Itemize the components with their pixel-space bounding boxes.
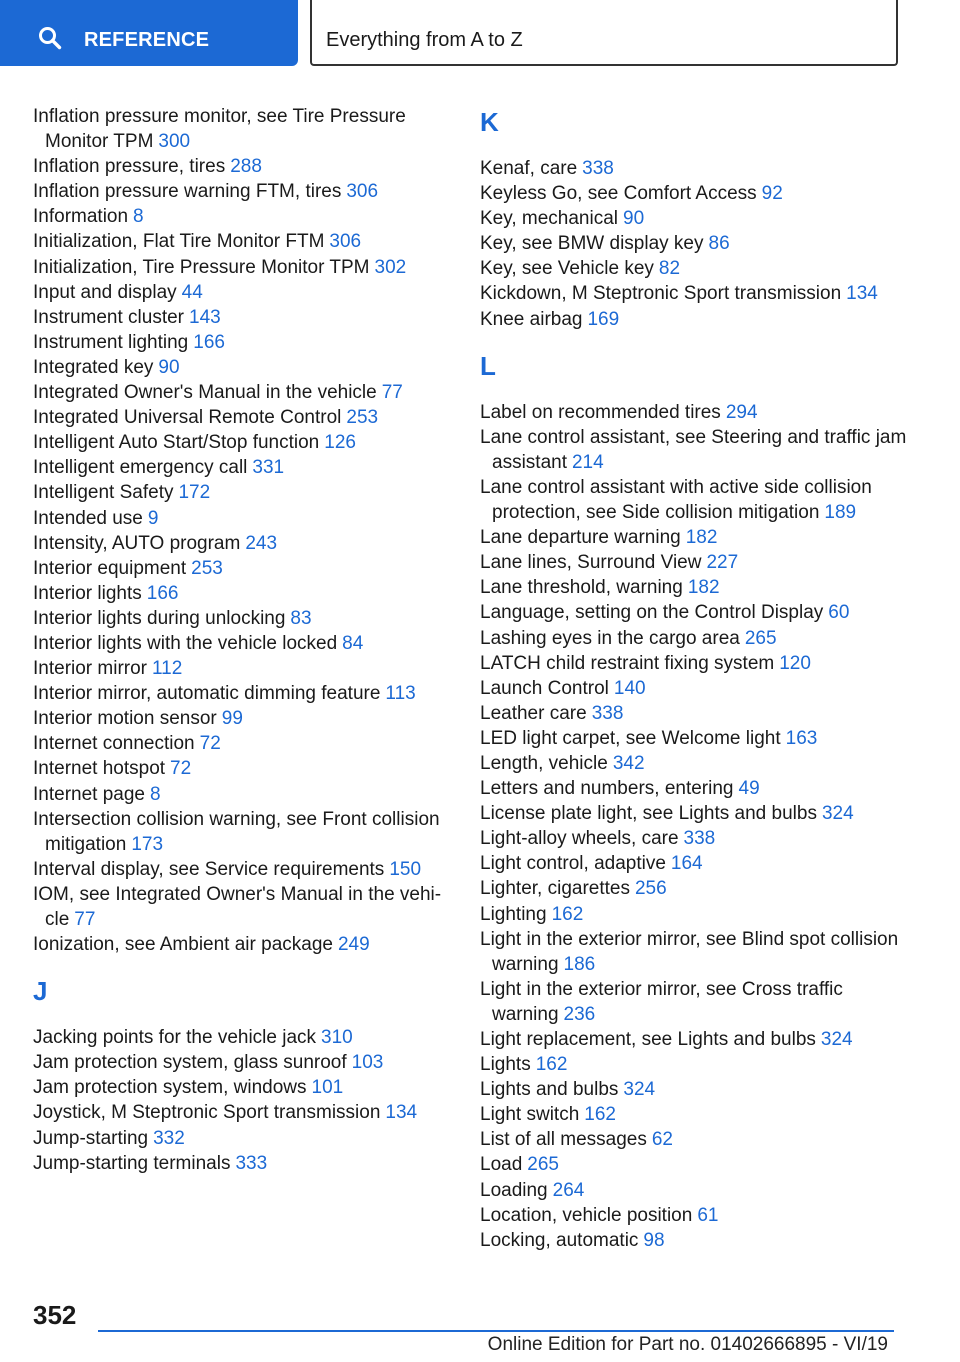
index-entry-text: Interval display, see Service requirements xyxy=(33,858,385,880)
page-reference-link[interactable]: 60 xyxy=(828,602,850,624)
page-reference-link[interactable]: 113 xyxy=(385,683,416,705)
index-entry-text: Initialization, Flat Tire Monitor FTM xyxy=(33,231,325,253)
index-entry-text: Initialization, Tire Pressure Monitor TPM xyxy=(33,256,370,278)
section-label: REFERENCE xyxy=(84,29,210,51)
page-reference-link[interactable]: 9 xyxy=(147,507,159,529)
index-entry-text: Jam protection system, glass sunroof xyxy=(33,1052,347,1074)
page-reference-link[interactable]: 99 xyxy=(221,708,243,730)
edition-note: Online Edition for Part no. 01402666895 - VI/19 xyxy=(487,1334,888,1355)
page-reference-link[interactable]: 169 xyxy=(587,308,620,330)
index-entry-text: Leather care xyxy=(480,702,587,724)
index-entry-text: Instrument lighting xyxy=(33,331,189,353)
index-entry xyxy=(480,927,910,977)
index-entry xyxy=(480,676,910,701)
index-entry xyxy=(33,1126,453,1151)
index-entry-text: License plate light, see Lights and bulbs xyxy=(480,803,817,825)
index-entry-text: Intelligent emergency call xyxy=(33,457,248,479)
index-entry-text: Letters and numbers, entering xyxy=(480,778,734,800)
index-entry-text: Information xyxy=(33,206,129,228)
page-reference-link[interactable]: 86 xyxy=(708,233,730,255)
index-column-right xyxy=(480,104,910,1253)
search-icon xyxy=(38,26,62,50)
index-entry xyxy=(33,656,453,681)
index-entry-text: Joystick, M Steptronic Sport transmission xyxy=(33,1102,381,1124)
index-entry-text: Integrated Universal Remote Control xyxy=(33,407,342,429)
index-entry-text: Integrated Owner's Manual in the vehicle xyxy=(33,382,377,404)
index-entry xyxy=(480,1077,910,1102)
page-reference-link[interactable]: 306 xyxy=(346,181,379,203)
page-reference-link[interactable]: 61 xyxy=(697,1204,719,1226)
page-reference-link[interactable]: 134 xyxy=(846,283,878,305)
page-reference-link[interactable]: 172 xyxy=(178,482,211,504)
index-entry-text: Intelligent Safety xyxy=(33,482,174,504)
index-entry xyxy=(480,1228,910,1253)
index-entry xyxy=(480,575,910,600)
index-entry-text: Jump-starting terminals xyxy=(33,1152,231,1174)
page-reference-link[interactable]: 243 xyxy=(245,532,278,554)
page-reference-link[interactable]: 253 xyxy=(346,407,379,429)
page-reference-link[interactable]: 72 xyxy=(170,758,192,780)
index-entry xyxy=(480,425,910,475)
page-header xyxy=(0,0,896,66)
page-reference-link[interactable]: 162 xyxy=(584,1104,616,1126)
page-reference-link[interactable]: 256 xyxy=(634,878,667,900)
page-reference-link[interactable]: 83 xyxy=(290,607,312,629)
index-entry xyxy=(33,857,453,882)
page-reference-link[interactable]: 98 xyxy=(643,1229,665,1251)
index-entry xyxy=(480,826,910,851)
page-reference-link[interactable]: 189 xyxy=(824,502,857,524)
page-reference-link[interactable]: 306 xyxy=(329,231,362,253)
index-entry-text: Lane control assistant, see Steering and traffic jam assistant xyxy=(480,426,907,473)
page-reference-link[interactable]: 112 xyxy=(152,658,183,680)
index-entry-text: Lane threshold, warning xyxy=(480,577,683,599)
index-group-k xyxy=(480,156,910,332)
index-entry-text: Keyless Go, see Comfort Access xyxy=(480,183,757,205)
index-entry-text: Lights and bulbs xyxy=(480,1079,619,1101)
page-reference-link[interactable]: 103 xyxy=(351,1052,384,1074)
index-entry-text: Light switch xyxy=(480,1104,580,1126)
index-entry-text: Jam protection system, windows xyxy=(33,1077,307,1099)
page-reference-link[interactable]: 236 xyxy=(563,1003,596,1025)
index-entry-text: Inflation pressure, tires xyxy=(33,156,226,178)
page-reference-link[interactable]: 302 xyxy=(374,256,407,278)
page-reference-link[interactable]: 294 xyxy=(725,401,758,423)
index-entry xyxy=(480,1102,910,1127)
index-entry xyxy=(33,556,453,581)
page-reference-link[interactable]: 163 xyxy=(785,727,818,749)
index-group-l xyxy=(480,400,910,1253)
index-entry xyxy=(480,1127,910,1152)
index-entry-text: Knee airbag xyxy=(480,308,583,330)
index-entry xyxy=(480,231,910,256)
page-reference-link[interactable]: 182 xyxy=(685,527,718,549)
chapter-title: Everything from A to Z xyxy=(326,29,523,51)
index-entry xyxy=(33,179,453,204)
index-entry-text: Kenaf, care xyxy=(480,158,578,179)
index-entry xyxy=(480,281,910,306)
index-entry xyxy=(33,255,453,280)
index-entry xyxy=(480,726,910,751)
index-entry-text: Inflation pressure monitor, see Tire Pressure Monitor TPM xyxy=(33,106,406,153)
index-entry-text: Intended use xyxy=(33,507,143,529)
page-reference-link[interactable]: 300 xyxy=(158,131,191,153)
page-reference-link[interactable]: 126 xyxy=(324,432,356,454)
index-entry-text: Key, see BMW display key xyxy=(480,233,704,255)
page-reference-link[interactable]: 324 xyxy=(623,1079,656,1101)
index-entry xyxy=(33,1151,453,1176)
index-entry-text: Internet page xyxy=(33,783,145,805)
index-entry xyxy=(480,651,910,676)
page-reference-link[interactable]: 324 xyxy=(820,1029,853,1050)
page-reference-link[interactable]: 77 xyxy=(74,909,96,930)
page-reference-link[interactable]: 62 xyxy=(651,1129,673,1151)
page-reference-link[interactable]: 249 xyxy=(337,934,370,956)
index-entry-text: LED light carpet, see Welcome light xyxy=(480,727,781,749)
page-reference-link[interactable]: 288 xyxy=(230,156,262,178)
index-entry xyxy=(33,731,453,756)
index-entry xyxy=(33,405,453,430)
index-group-j xyxy=(33,1025,453,1176)
index-entry-text: Length, vehicle xyxy=(480,752,608,774)
index-entry-text: Interior lights during unlocking xyxy=(33,607,286,629)
index-entry-text: Lane control assistant with active side collision protection, see Side collision mitigation xyxy=(480,476,872,524)
page-reference-link[interactable]: 342 xyxy=(612,752,645,774)
page-reference-link[interactable]: 265 xyxy=(527,1154,559,1176)
index-entry-text: Internet hotspot xyxy=(33,758,166,780)
page-reference-link[interactable]: 166 xyxy=(146,582,179,604)
index-entry-text: Input and display xyxy=(33,281,177,303)
index-entry xyxy=(33,430,453,455)
index-group-i xyxy=(33,104,453,957)
index-entry xyxy=(33,807,453,857)
index-entry xyxy=(480,156,910,181)
page-reference-link[interactable]: 90 xyxy=(623,208,645,230)
index-entry-text: Lane lines, Surround View xyxy=(480,552,702,574)
index-entry xyxy=(33,581,453,606)
reference-tab[interactable] xyxy=(0,0,298,66)
index-entry-text: Lashing eyes in the cargo area xyxy=(480,627,740,649)
index-entry-text: Light in the exterior mirror, see Cross traffic warning xyxy=(480,978,843,1025)
index-entry xyxy=(33,782,453,807)
page-reference-link[interactable]: 49 xyxy=(738,778,760,800)
index-entry xyxy=(33,606,453,631)
index-entry-text: Jacking points for the vehicle jack xyxy=(33,1027,317,1049)
index-entry-text: Light-alloy wheels, care xyxy=(480,828,679,850)
index-entry xyxy=(480,851,910,876)
index-entry xyxy=(480,801,910,826)
page-reference-link[interactable]: 338 xyxy=(683,828,716,850)
page-reference-link[interactable]: 82 xyxy=(658,258,681,280)
index-entry xyxy=(480,400,910,425)
index-entry xyxy=(33,681,453,706)
index-entry-text: Light control, adaptive xyxy=(480,853,666,875)
index-entry-text: Intersection collision warning, see Front collision mitigation xyxy=(33,808,440,855)
index-entry-text: Intelligent Auto Start/Stop function xyxy=(33,432,320,454)
index-entry xyxy=(480,1203,910,1228)
index-entry xyxy=(33,104,453,154)
index-entry-text: Lighter, cigarettes xyxy=(480,878,630,900)
index-entry-text: List of all messages xyxy=(480,1129,647,1151)
index-entry xyxy=(33,480,453,505)
index-letter-heading: K xyxy=(480,107,499,137)
index-entry xyxy=(480,550,910,575)
index-entry xyxy=(480,1027,910,1052)
index-entry xyxy=(33,756,453,781)
page-reference-link[interactable]: 8 xyxy=(149,783,161,805)
index-entry-text: Interior equipment xyxy=(33,557,187,579)
index-entry-text: Interior mirror, automatic dimming feature xyxy=(33,683,381,705)
index-entry-text: IOM, see Integrated Owner's Manual in the vehicle xyxy=(33,883,442,930)
index-entry-text: Light in the exterior mirror, see Blind spot collision warning xyxy=(480,928,899,975)
index-entry-text: Lane departure warning xyxy=(480,527,681,549)
page-reference-link[interactable]: 310 xyxy=(321,1027,353,1049)
page-reference-link[interactable]: 166 xyxy=(193,331,225,353)
index-entry-text: Light replacement, see Lights and bulbs xyxy=(480,1029,816,1050)
page-reference-link[interactable]: 332 xyxy=(153,1127,185,1149)
index-entry xyxy=(33,1100,453,1125)
index-entry-text: Language, setting on the Control Display xyxy=(480,602,824,624)
index-entry-text: Interior lights with the vehicle locked xyxy=(33,632,338,654)
index-entry-text: Launch Control xyxy=(480,677,609,699)
index-entry-text: Lights xyxy=(480,1054,531,1076)
index-entry xyxy=(33,380,453,405)
index-entry xyxy=(33,204,453,229)
page-reference-link[interactable]: 338 xyxy=(582,158,614,179)
page-reference-link[interactable]: 92 xyxy=(761,183,783,205)
index-entry xyxy=(33,1075,453,1100)
index-entry xyxy=(480,1178,910,1203)
index-entry xyxy=(480,977,910,1027)
index-entry xyxy=(480,701,910,726)
page-reference-link[interactable]: 173 xyxy=(131,833,164,855)
index-entry-text: Interior mirror xyxy=(33,658,148,680)
index-entry-text: Lighting xyxy=(480,903,547,925)
index-entry xyxy=(33,330,453,355)
index-entry-text: Label on recommended tires xyxy=(480,401,721,423)
index-entry xyxy=(33,455,453,480)
index-entry xyxy=(33,305,453,330)
page-reference-link[interactable]: 164 xyxy=(670,853,703,875)
page-reference-link[interactable]: 264 xyxy=(552,1179,585,1201)
index-entry xyxy=(33,631,453,656)
page-reference-link[interactable]: 182 xyxy=(687,577,720,599)
index-entry-text: Location, vehicle position xyxy=(480,1204,693,1226)
index-entry xyxy=(480,600,910,625)
index-entry xyxy=(480,475,910,525)
page-reference-link[interactable]: 333 xyxy=(235,1152,268,1174)
index-entry-text: Loading xyxy=(480,1179,548,1201)
index-entry-text: Key, mechanical xyxy=(480,208,618,230)
footer-divider xyxy=(98,1330,894,1332)
page-reference-link[interactable]: 253 xyxy=(191,557,223,579)
page-reference-link[interactable]: 331 xyxy=(252,457,285,479)
index-entry xyxy=(480,776,910,801)
page-reference-link[interactable]: 77 xyxy=(381,382,403,404)
index-entry-text: Inflation pressure warning FTM, tires xyxy=(33,181,342,203)
index-entry xyxy=(33,1050,453,1075)
index-entry-text: Internet connection xyxy=(33,733,195,755)
page-reference-link[interactable]: 101 xyxy=(311,1077,344,1099)
page-reference-link[interactable]: 162 xyxy=(535,1054,568,1076)
index-entry xyxy=(33,531,453,556)
index-entry xyxy=(480,181,910,206)
index-entry xyxy=(480,876,910,901)
index-entry xyxy=(480,525,910,550)
index-entry-text: Intensity, AUTO program xyxy=(33,532,241,554)
index-entry xyxy=(480,1152,910,1177)
page-reference-link[interactable]: 8 xyxy=(133,206,144,228)
index-entry xyxy=(480,206,910,231)
index-entry xyxy=(33,506,453,531)
index-entry xyxy=(33,1025,453,1050)
index-entry xyxy=(480,751,910,776)
index-entry-text: Load xyxy=(480,1154,523,1176)
page-reference-link[interactable]: 134 xyxy=(385,1102,418,1124)
index-entry-text: LATCH child restraint fixing system xyxy=(480,652,775,674)
index-entry xyxy=(480,307,910,332)
page-reference-link[interactable]: 72 xyxy=(199,733,221,755)
index-entry xyxy=(480,902,910,927)
page-reference-link[interactable]: 265 xyxy=(744,627,777,649)
index-entry xyxy=(33,932,453,957)
page-reference-link[interactable]: 227 xyxy=(706,552,739,574)
index-entry xyxy=(33,229,453,254)
page-reference-link[interactable]: 90 xyxy=(158,356,180,378)
page-number: 352 xyxy=(33,1300,77,1330)
index-entry xyxy=(480,626,910,651)
index-entry xyxy=(33,280,453,305)
index-entry xyxy=(33,706,453,731)
page-reference-link[interactable]: 150 xyxy=(389,858,422,880)
page-reference-link[interactable]: 214 xyxy=(571,451,604,473)
index-column-left xyxy=(33,104,453,1176)
page-reference-link[interactable]: 162 xyxy=(551,903,584,925)
page-reference-link[interactable]: 140 xyxy=(613,677,646,699)
index-entry-text: Interior lights xyxy=(33,582,142,604)
index-entry xyxy=(480,256,910,281)
page-reference-link[interactable]: 338 xyxy=(591,702,624,724)
index-entry-text: Integrated key xyxy=(33,356,154,378)
index-letter-heading: J xyxy=(33,976,48,1007)
index-entry-text: Kickdown, M Steptronic Sport transmission xyxy=(480,283,842,305)
page-reference-link[interactable]: 143 xyxy=(189,306,221,328)
index-entry-text: Instrument cluster xyxy=(33,306,184,328)
index-entry xyxy=(480,1052,910,1077)
index-entry xyxy=(33,154,453,179)
index-entry-text: Key, see Vehicle key xyxy=(480,258,654,280)
page-reference-link[interactable]: 324 xyxy=(821,803,854,825)
index-entry xyxy=(33,882,453,932)
page-reference-link[interactable]: 44 xyxy=(181,281,203,303)
index-entry xyxy=(33,355,453,380)
index-entry-text: Interior motion sensor xyxy=(33,708,217,730)
index-entry-text: Locking, automatic xyxy=(480,1229,639,1251)
page-reference-link[interactable]: 84 xyxy=(342,632,364,654)
index-letter-heading: L xyxy=(480,350,496,381)
index-entry-text: Ionization, see Ambient air package xyxy=(33,934,333,956)
page-reference-link[interactable]: 186 xyxy=(563,953,596,975)
chapter-title-tab xyxy=(310,0,898,66)
page-reference-link[interactable]: 120 xyxy=(779,652,811,674)
index-entry-text: Jump-starting xyxy=(33,1127,149,1149)
